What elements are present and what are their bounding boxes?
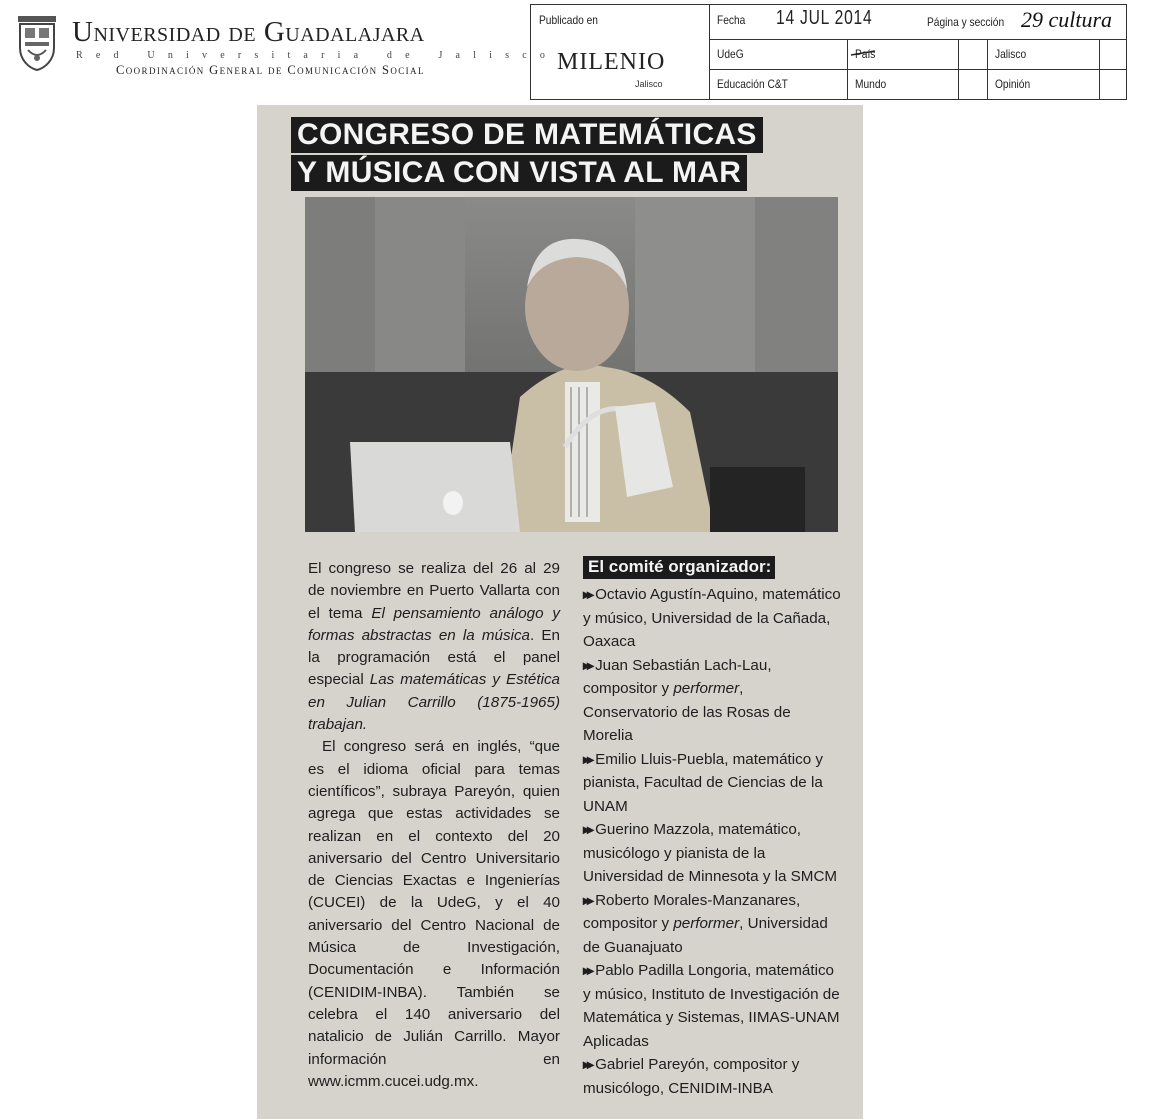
panel-title: Las matemáticas y Estética en Julian Carrillo (1875-1965) trabajan. (308, 671, 560, 734)
university-name: Universidad de Guadalajara (72, 16, 425, 48)
committee-box (583, 556, 841, 1100)
committee-title: El comité organizador: (583, 556, 775, 579)
article-headline (291, 117, 761, 193)
section-opinion: Opinión (995, 77, 1031, 91)
section-educacion: Educación C&T (717, 77, 788, 91)
section-jalisco: Jalisco (995, 47, 1027, 61)
date-label: Fecha (717, 13, 746, 27)
page-section-value: 29 cultura (1021, 7, 1113, 32)
article-paragraph-2: El congreso será en inglés, “que es el idioma oficial para temas científicos”, subraya Pareyón, quien agrega que estas actividades se realizan en el contexto del 20 aniversario del Centro Universitario de Ciencias Exactas e Ingenierías (CUCEI) de la UdeG, y el 40 aniversario del Centro Nacional de Música de Investigación, Documentación e Información (CENIDIM-INBA). También se celebra el 140 aniversario del natalicio de Julián Carrillo. Mayor información en www.icmm.cucei.udg.mx. (308, 738, 560, 1090)
article-paragraph-1: El congreso se realiza del 26 al 29 de noviembre en Puerto Vallarta con el tema El pensamiento análogo y formas abstractas en la música. En la programación está el panel especial Las matemáticas y Estética en Julian Carrillo (1875-1965) trabajan. (308, 560, 560, 734)
congress-theme: El pensamiento análogo y formas abstractas en la música (308, 604, 560, 644)
page-section-label: Página y sección (927, 15, 1005, 29)
published-in-label: Publicado en (539, 13, 598, 27)
committee-member: ▸▸ Juan Sebastián Lach-Lau, compositor y performer, Conservatorio de las Rosas de Morelia (583, 656, 791, 744)
publication-date: 14 JUL 2014 (776, 7, 873, 29)
arrow-icon: ▸▸ (583, 1056, 592, 1072)
article-body-left (308, 558, 560, 1093)
article-photo (305, 197, 838, 532)
arrow-icon: ▸▸ (583, 821, 592, 837)
arrow-icon: ▸▸ (583, 586, 592, 602)
headline-line-2: Y MÚSICA CON VISTA AL MAR (291, 155, 747, 191)
arrow-icon: ▸▸ (583, 891, 592, 908)
university-subtitle: Red Universitaria de Jalisco (76, 50, 559, 61)
outlet-name: MILENIO (557, 49, 666, 75)
section-udeg: UdeG (717, 47, 744, 61)
committee-member: ▸▸ Roberto Morales-Manzanares, compositor y performer, Universidad de Guanajuato (583, 891, 828, 956)
headline-line-1: CONGRESO DE MATEMÁTICAS (291, 117, 763, 153)
arrow-icon: ▸▸ (583, 962, 592, 978)
university-seal-icon (12, 14, 62, 72)
office-name: Coordinación General de Comunicación Social (116, 63, 425, 77)
check-mark-icon (849, 45, 879, 59)
outlet-region: Jalisco (635, 79, 663, 89)
publication-info-table (530, 4, 1127, 100)
committee-member: ▸▸ Pablo Padilla Longoria, matemático y músico, Instituto de Investigación de Matemática y Sistemas, IIMAS-UNAM Aplicadas (583, 962, 840, 1050)
committee-member: ▸▸ Octavio Agustín-Aquino, matemático y músico, Universidad de la Cañada, Oaxaca (583, 586, 841, 650)
section-pais: País (855, 47, 876, 61)
section-mundo: Mundo (855, 77, 887, 91)
committee-member: ▸▸ Emilio Lluis-Puebla, matemático y pianista, Facultad de Ciencias de la UNAM (583, 750, 823, 815)
committee-member: ▸▸ Guerino Mazzola, matemático, musicólogo y pianista de la Universidad de Minnesota y la SMCM (583, 821, 838, 885)
arrow-icon: ▸▸ (583, 750, 592, 767)
committee-member: ▸▸ Gabriel Pareyón, compositor y musicólogo, CENIDIM-INBA (583, 1056, 800, 1097)
arrow-icon: ▸▸ (583, 656, 592, 673)
